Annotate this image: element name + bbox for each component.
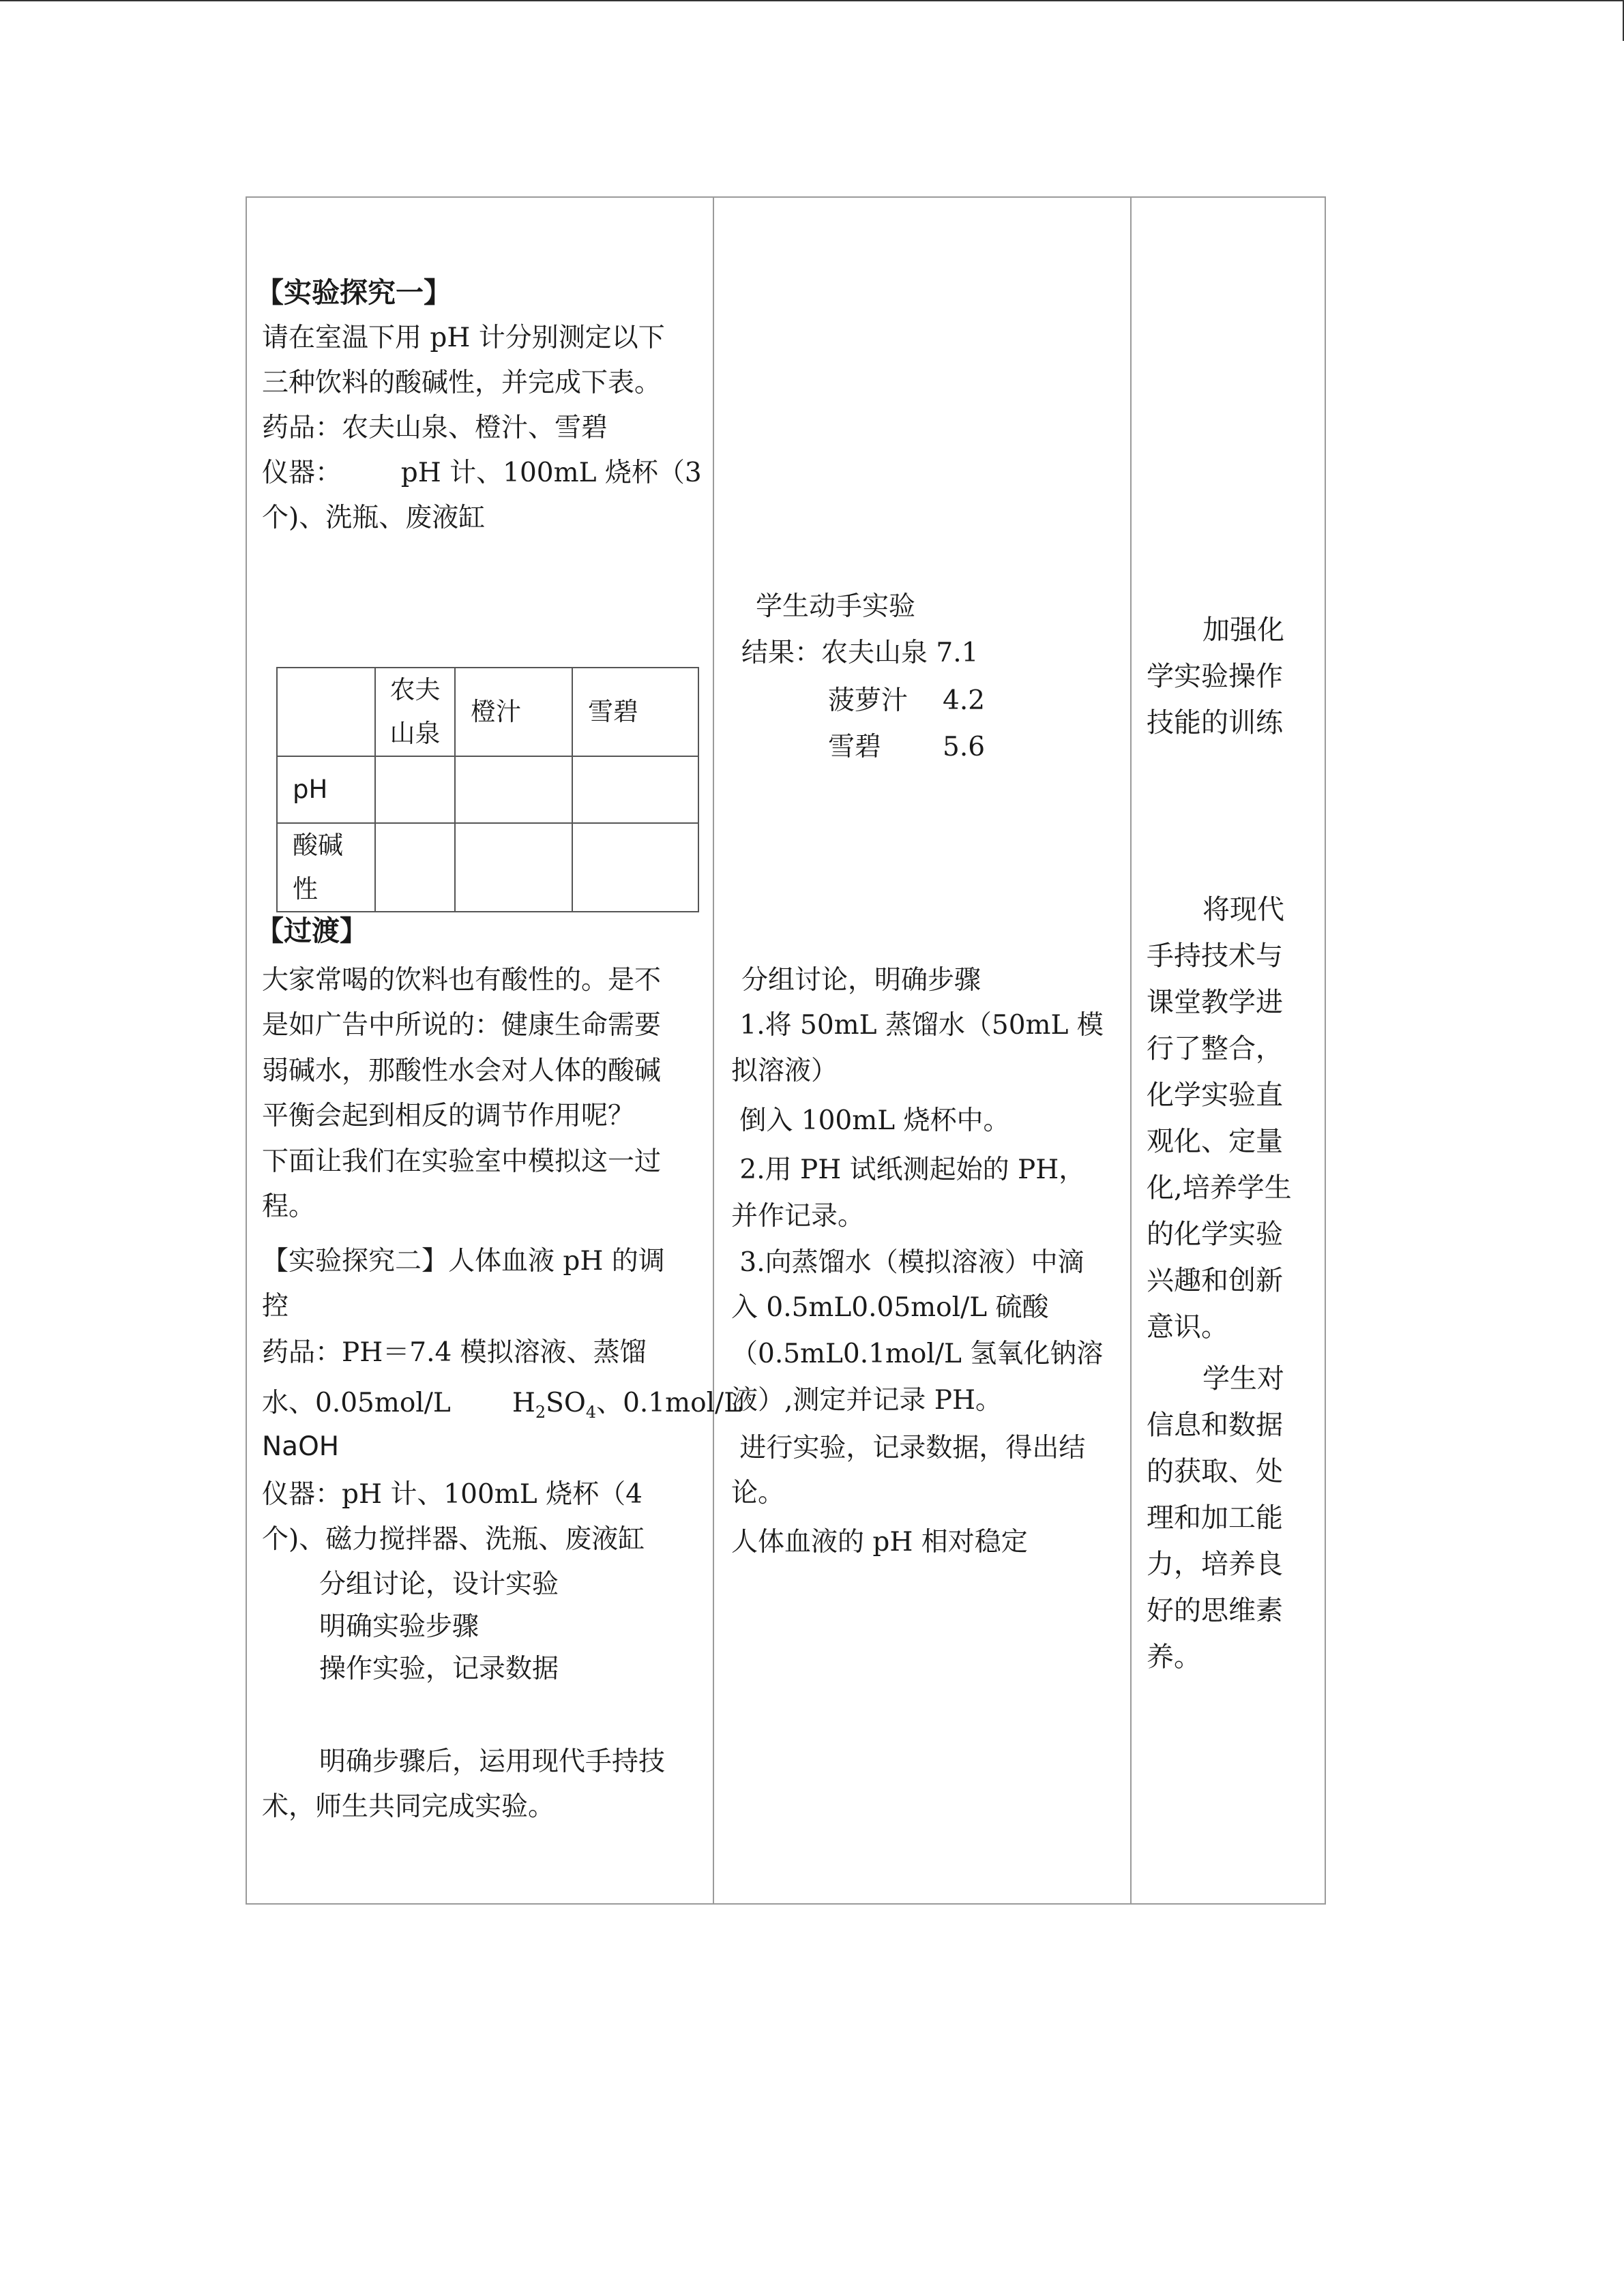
- text-line: 课堂教学进: [1147, 987, 1283, 1018]
- text-line: 药品：农夫山泉、橙汁、雪碧: [262, 413, 608, 443]
- text-line: 2.用 PH 试纸测起始的 PH，: [731, 1154, 1086, 1185]
- text-line: （0.5mL0.1mol/L 氢氧化钠溶: [731, 1339, 1104, 1369]
- text-segment: H: [512, 1388, 535, 1418]
- text-line: 明确步骤后，运用现代手持技: [319, 1746, 666, 1777]
- text-line: 理和加工能: [1147, 1502, 1283, 1534]
- text-line: 程。: [262, 1191, 316, 1222]
- text-line: 平衡会起到相反的调节作用呢？: [262, 1101, 635, 1131]
- text-line: 技能的训练: [1147, 707, 1283, 739]
- text-line: 3.向蒸馏水（模拟溶液）中滴: [731, 1247, 1084, 1278]
- text-line: 的获取、处: [1147, 1456, 1283, 1487]
- text-line: 信息和数据: [1147, 1410, 1283, 1441]
- column-divider-2: [1130, 198, 1132, 1903]
- text-line: 学实验操作: [1147, 661, 1283, 692]
- text-line: 进行实验，记录数据，得出结: [731, 1433, 1086, 1463]
- text-line: 加强化: [1202, 614, 1284, 646]
- experiment-two-title: 【实验探究二】人体血液 pH 的调: [262, 1246, 665, 1277]
- table-cell: pH: [277, 756, 375, 823]
- text-line: 将现代: [1202, 894, 1284, 925]
- text-line: NaOH: [262, 1431, 340, 1462]
- text-line: 仪器： pH 计、100mL 烧杯（3: [262, 458, 702, 488]
- text-line: 学生对: [1202, 1363, 1284, 1395]
- text-segment: SO: [546, 1388, 586, 1418]
- text-line: 化学实验直: [1147, 1079, 1283, 1111]
- text-line: 手持技术与: [1147, 940, 1283, 972]
- text-line: 养。: [1147, 1641, 1201, 1673]
- text-line: 下面让我们在实验室中模拟这一过: [262, 1146, 662, 1177]
- text-line: 论。: [731, 1478, 785, 1508]
- result-line: 结果：农夫山泉 7.1: [741, 638, 979, 668]
- text-line: 力，培养良: [1147, 1549, 1283, 1580]
- text-line: 药品：PH＝7.4 模拟溶液、蒸馏: [262, 1337, 647, 1368]
- text-line: 液）,测定并记录 PH。: [731, 1385, 1003, 1416]
- page-top-rule: [0, 0, 1624, 1]
- text-line: 倒入 100mL 烧杯中。: [731, 1105, 1010, 1136]
- result-name: 菠萝汁: [828, 685, 909, 716]
- text-line: 学生动手实验: [756, 591, 916, 622]
- text-line: 术，师生共同完成实验。: [262, 1791, 555, 1822]
- text-line: 个)、磁力搅拌器、洗瓶、废液缸: [262, 1524, 645, 1555]
- step-line: 明确实验步骤: [319, 1611, 479, 1642]
- table-cell: [455, 756, 572, 823]
- text-line: 个)、洗瓶、废液缸: [262, 503, 486, 533]
- text-line: 兴趣和创新: [1147, 1265, 1283, 1296]
- text-line: 控: [262, 1291, 289, 1322]
- subscript: 2: [535, 1402, 546, 1422]
- text-segment: 水、0.05mol/L: [262, 1388, 451, 1418]
- text-segment: 、0.1mol/L: [596, 1388, 742, 1418]
- table-cell: [375, 756, 455, 823]
- table-cell: [572, 756, 698, 823]
- table-row: [277, 668, 698, 756]
- table-cell: 酸碱 性: [277, 823, 375, 912]
- ph-result-table: [276, 667, 699, 912]
- step-line: 分组讨论，设计实验: [319, 1569, 559, 1600]
- text-line: 拟溶液）: [731, 1056, 838, 1086]
- text-line: 好的思维素: [1147, 1595, 1283, 1626]
- text-line: 1.将 50mL 蒸馏水（50mL 模: [731, 1010, 1104, 1041]
- text-line: 是如广告中所说的：健康生命需要: [262, 1010, 662, 1041]
- text-line: 大家常喝的饮料也有酸性的。是不: [262, 965, 662, 996]
- text-line: 观化、定量: [1147, 1126, 1283, 1157]
- text-line: 弱碱水，那酸性水会对人体的酸碱: [262, 1056, 662, 1086]
- result-value: 4.2: [943, 685, 986, 716]
- table-header: 橙汁: [455, 668, 572, 756]
- text-line: 化,培养学生: [1147, 1172, 1292, 1204]
- result-name: 雪碧: [828, 732, 882, 762]
- text-line: 三种饮料的酸碱性，并完成下表。: [262, 368, 662, 398]
- step-line: 操作实验，记录数据: [319, 1654, 559, 1684]
- table-cell: [572, 823, 698, 912]
- table-header: 雪碧: [572, 668, 698, 756]
- table-row: [277, 823, 698, 912]
- text-line: 入 0.5mL0.05mol/L 硫酸: [731, 1292, 1049, 1323]
- text-line: 意识。: [1147, 1311, 1228, 1343]
- table-cell: [455, 823, 572, 912]
- transition-title: 【过渡】: [256, 914, 368, 947]
- experiment-one-title: 【实验探究一】: [256, 276, 452, 309]
- text-line: 行了整合，: [1147, 1033, 1283, 1064]
- text-line: 请在室温下用 pH 计分别测定以下: [262, 323, 665, 353]
- result-value: 5.6: [943, 732, 986, 762]
- table-header: 农夫 山泉: [375, 668, 455, 756]
- column-divider-1: [713, 198, 714, 1903]
- text-line: 仪器：pH 计、100mL 烧杯（4: [262, 1479, 643, 1510]
- table-row: [277, 756, 698, 823]
- text-line: 分组讨论，明确步骤: [741, 965, 981, 996]
- table-cell: [375, 823, 455, 912]
- text-line: 并作记录。: [731, 1201, 865, 1232]
- text-line: 人体血液的 pH 相对稳定: [731, 1527, 1028, 1557]
- table-cell: [277, 668, 375, 756]
- text-line: 的化学实验: [1147, 1219, 1283, 1250]
- subscript: 4: [585, 1402, 597, 1422]
